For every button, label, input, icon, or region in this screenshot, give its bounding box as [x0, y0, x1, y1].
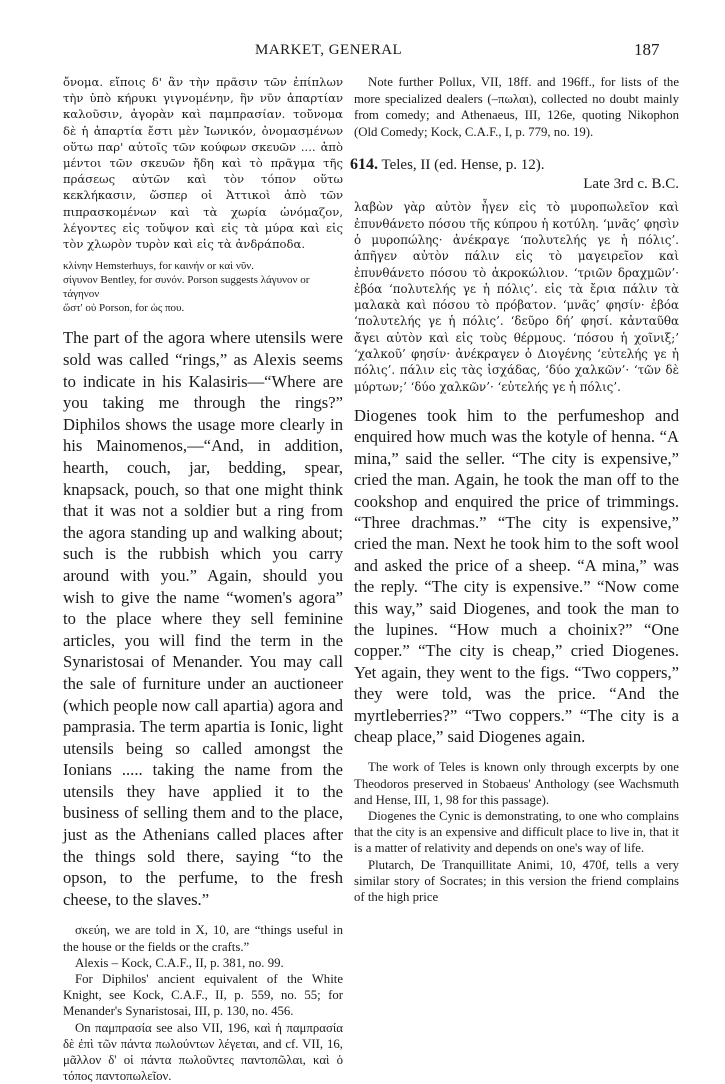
apparatus-line: σίγυνον Bentley, for συνόν. Porson suggests λάγυνον or τάγηνον [63, 274, 310, 300]
critical-apparatus [63, 260, 343, 315]
right-column [350, 74, 679, 905]
page-header [0, 38, 725, 62]
note-paragraph: Diogenes the Cynic is demonstrating, to one who complains that the city is an expensive and difficult place to live in, that it is a matter of relativity and depends on one's way of life. [354, 809, 679, 856]
apparatus-line: κλίνην Hemsterhuys, for καινήν or καὶ νῦν. [63, 260, 255, 273]
running-title: MARKET, GENERAL [255, 42, 403, 58]
translation-paragraph: Diogenes took him to the perfumeshop and enquired how much was the kotyle of henna. “A mina,” said the seller. “The city is expensive,” cried the man. Again, he took the man off to the cookshop and enquired the price of trimmings. “Three drachmas.” “The city is expensive,” cried the man. Next he took him to the soft wool and asked the price of a sheep. “A mina,” was the reply. “The city is expensive.” “Now come this way,” said Diogenes, and took the man to the lupines. “How much a choinix?” “One copper.” “The city is cheap,” cried Diogenes. Yet again, they went to the figs. “Two coppers,” they were told, was the price. “And the myrtleberries?” “Two coppers.” “The city is a cheap place,” said Diogenes again. [354, 405, 679, 747]
entry-heading [350, 156, 679, 174]
entry-number: 614. [350, 156, 378, 174]
entry-date: Late 3rd c. B.C. [583, 176, 679, 193]
apparatus-line: ὥστ' οὐ Porson, for ὡς που. [63, 301, 185, 314]
commentary-notes [63, 922, 343, 1084]
note-paragraph: Plutarch, De Tranquillitate Animi, 10, 470f, tells a very similar story of Socrates; in this version the friend complains of the high price [354, 857, 679, 905]
page-number: 187 [634, 40, 660, 59]
left-column [63, 74, 343, 1084]
top-note: Note further Pollux, VII, 18ff. and 196ff., for lists of the more specialized dealers (–πωλαι), collected no doubt mainly from comedy; and Athenaeus, III, 126e, quoting Nikophon (Old Comedy; Kock, C.A.F., I, p. 779, no. 19). [354, 75, 679, 139]
greek-passage: λαβὼν γὰρ αὐτὸν ἦγεν εἰς τὸ μυροπωλεῖον καὶ ἐπυνθάνετο πόσου τῆς κύπρου ἡ κοτύλη. ‘μνᾶς’ φησὶν ὁ μυροπώλης· ἀνέκραγε ‘πολυτελής γε ἡ πόλις’. ἀπῆγεν αὐτὸν πάλιν εἰς τὸ μαγειρεῖον καὶ ἐπυνθάνετο πόσου τὸ ἀκροκώλιον. ‘τριῶν δραχμῶν’· ἐβόα ‘πολυτελής γε ἡ πόλις’. εἰς τὰ ἔρια πάλιν τὰ μαλακὰ καὶ πόσου τὸ πρόβατον. ‘μνᾶς’ φησίν· ἐβόα ‘πολυτελής γε ἡ πόλις’. ‘δεῦρο δή’ φησί. κἀνταῦθα ἄγει αὐτὸν καὶ εἰς τοὺς θέρμους. ‘πόσου ἡ χοῖνιξ;’ ‘χαλκοῦ’ φησίν· ἀνέκραγεν ὁ Διογένης ‘εὐτελής γε ἡ πόλις’. πάλιν εἰς τὰς ἰσχάδας, ‘δύο χαλκῶν’· ‘τῶν δὲ μύρτων;’ ‘δύο χαλκῶν’· ‘εὐτελής γε ἡ πόλις’. [354, 200, 679, 394]
note-paragraph: The work of Teles is known only through excerpts by one Theodoros preserved in Stobaeus' Anthology (see Wachsmuth and Hense, III, 1, 98 for this passage). [354, 760, 679, 807]
note-paragraph: For Diphilos' ancient equivalent of the White Knight, see Kock, C.A.F., II, p. 559, no. 55; for Menander's Synaristosai, III, p. 130, no. 456. [63, 972, 343, 1019]
note-paragraph: Alexis – Kock, C.A.F., II, p. 381, no. 99. [75, 955, 284, 970]
note-paragraph: σκεύη, we are told in X, 10, are “things useful in the house or the fields or the crafts.” [63, 923, 343, 954]
greek-passage: ὄνομα. εἴποις δ' ἂν τὴν πρᾶσιν τῶν ἐπίπλων τὴν ὑπὸ κήρυκι γιγνομένην, ἣν νῦν ἀπαρτίαν καλοῦσιν, ἀγορὰν καὶ παμπρασίαν. τοὔνομα δὲ ἡ ἀπαρτία ἔστι μὲν Ἰωνικόν, ὀνομασμένων οὕτω παρ' αὐτοῖς τῶν κούφων σκευῶν .... ἀπὸ μέντοι τῶν σκευῶν ἤδη καὶ τὸ πρᾶγμα τῆς πράσεως αὐτῶν καὶ τὸν τόπον οὕτω κεκλήκασιν, ὥσπερ οἱ Ἀττικοὶ ἀπὸ τῶν πιπρασκομένων καὶ τὰ χωρία ὠνόμαζον, λέγοντες εἰς τοὔψον καὶ εἰς τὰ μύρα καὶ εἰς τὸν χλωρὸν τυρὸν καὶ εἰς τὰ ἀνδράποδα. [63, 75, 343, 252]
commentary-notes [354, 759, 679, 905]
translation-paragraph: The part of the agora where utensils were sold was called “rings,” as Alexis seems to indicate in his Kalasiris—“Where are you taking me through the rings?” Diphilos shows the usage more clearly in his Mainomenos,—“And, in addition, hearth, couch, jar, bedding, spear, knapsack, pouch, so that one might think that it was not a soldier but a ring from the agora standing up and walking about; such is the rubbish which you carry around with you.” Again, should you wish to give the name “women's agora” to the place where they sell feminine articles, you will find the term in the Synaristosai of Menander. You may call the sale of furniture under an auctioneer (which people now call apartia) agora and pamprasia. The term apartia is Ionic, light utensils being so called amongst the Ionians ..... taking the name from the utensils they have applied it to the business of selling them and to the place, just as the Athenians called places after the things sold there, saying “to the opson, to the perfume, to the fresh cheese, to the slaves.” [63, 328, 343, 909]
entry-source: Teles, II (ed. Hense, p. 12). [381, 157, 545, 174]
note-paragraph: On παμπρασία see also VII, 196, καὶ ἡ παμπρασία δὲ ἐπὶ τῶν πάντα πωλούντων λέγεται, and cf. VII, 16, μᾶλλον δ' οἱ πάντα πωλοῦντες παντοπῶλαι, καὶ ὁ τόπος παντοπωλεῖον. [63, 1020, 343, 1084]
